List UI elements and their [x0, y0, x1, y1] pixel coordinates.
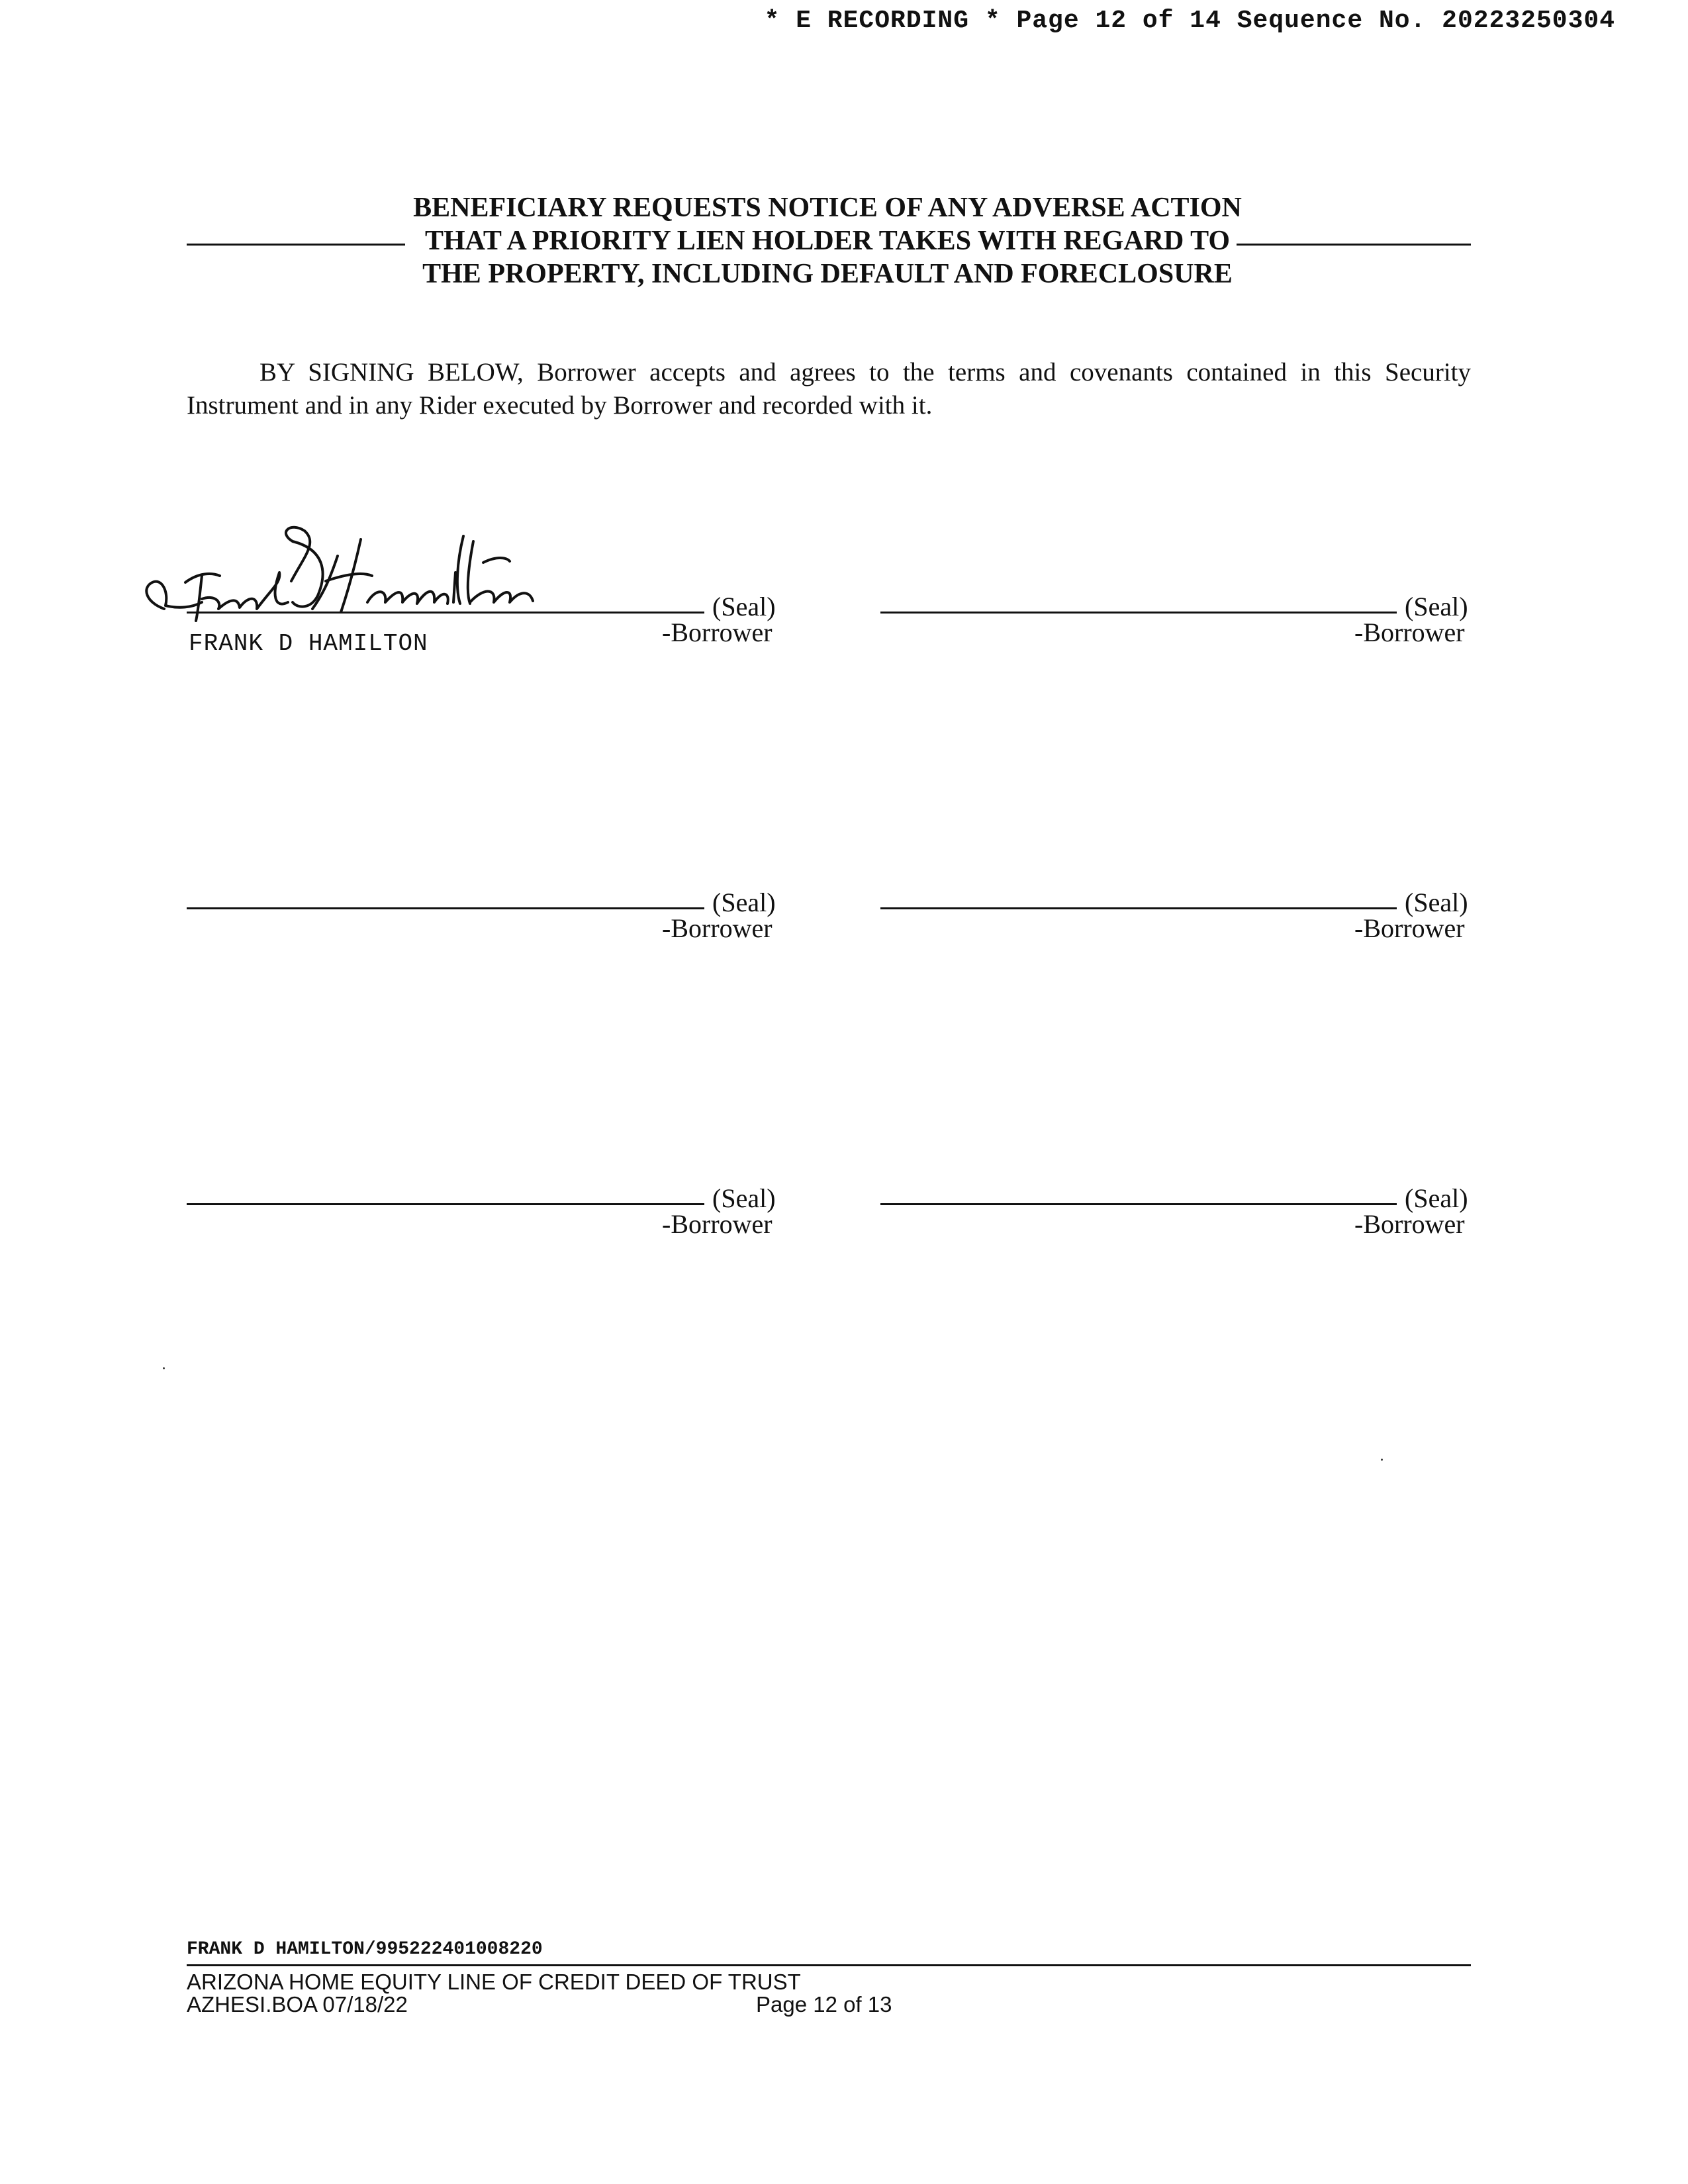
footer-form-title: ARIZONA HOME EQUITY LINE OF CREDIT DEED OF TRUST	[187, 1970, 801, 1994]
borrower-label: -Borrower	[1354, 913, 1465, 943]
acceptance-text: BY SIGNING BELOW, Borrower accepts and agrees to the terms and covenants contained in this Security Instrument and in any Rider executed by Borrower and recorded with it.	[187, 358, 1471, 420]
borrower-label: -Borrower	[662, 617, 773, 647]
seal-label: (Seal)	[712, 887, 776, 917]
footer-page-number: Page 12 of 13	[756, 1992, 892, 2017]
scan-speck	[163, 1367, 165, 1369]
signature-line	[880, 907, 1397, 909]
handwritten-signature	[139, 510, 616, 642]
seal-label: (Seal)	[1405, 592, 1468, 621]
signature-line	[187, 612, 704, 614]
borrower-label: -Borrower	[662, 1209, 773, 1239]
borrower-label: -Borrower	[662, 913, 773, 943]
seal-label: (Seal)	[712, 592, 776, 621]
borrower-label: -Borrower	[1354, 1209, 1465, 1239]
heading-line-1: BENEFICIARY REQUESTS NOTICE OF ANY ADVERSE ACTION	[413, 193, 1242, 223]
footer-form-code: AZHESI.BOA 07/18/22	[187, 1992, 408, 2017]
printed-borrower-name: FRANK D HAMILTON	[189, 630, 428, 657]
seal-label: (Seal)	[1405, 1183, 1468, 1213]
heading-line-2: THAT A PRIORITY LIEN HOLDER TAKES WITH REGARD TO	[425, 226, 1230, 256]
heading-line-3: THE PROPERTY, INCLUDING DEFAULT AND FORECLOSURE	[422, 259, 1233, 289]
seal-label: (Seal)	[712, 1183, 776, 1213]
seal-label: (Seal)	[1405, 887, 1468, 917]
signature-line	[187, 1203, 704, 1205]
signature-line	[187, 907, 704, 909]
scan-speck	[1381, 1459, 1383, 1461]
recording-header: * E RECORDING * Page 12 of 14 Sequence No. 20223250304	[764, 7, 1615, 35]
borrower-label: -Borrower	[1354, 617, 1465, 647]
footer-loan-id: FRANK D HAMILTON/995222401008220	[187, 1939, 543, 1960]
signature-line	[880, 612, 1397, 614]
heading-rule-right	[1237, 244, 1471, 246]
acceptance-paragraph	[187, 356, 1471, 422]
signature-line	[880, 1203, 1397, 1205]
footer-rule	[187, 1964, 1471, 1966]
